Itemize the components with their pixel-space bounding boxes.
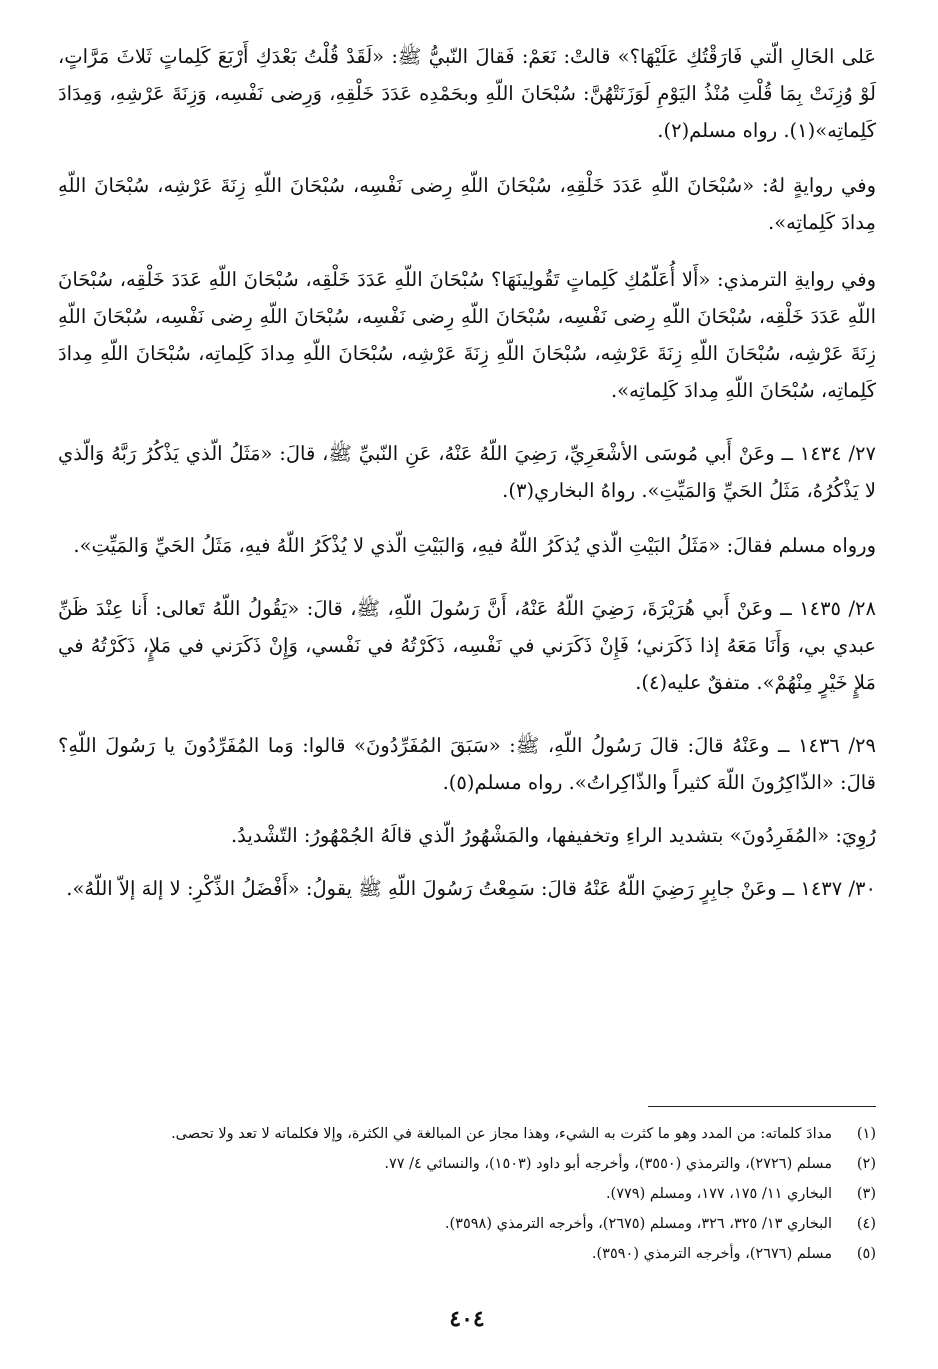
paragraph-mufarridun-note: رُوِيَ: «المُفَرِدُونَ» بتشديد الراءِ وتخفيفها، والمَشْهُورُ الّذي قالَهُ الجُمْهُورُ: التّشْديدُ.	[230, 824, 876, 847]
footnote-text: مسلم (٢٧٢٦)، والترمذي (٣٥٥٠)، وأخرجه أبو داود (١٥٠٣)، والنسائي ٤/ ٧٧.	[384, 1156, 832, 1172]
footnote-item	[58, 1122, 876, 1147]
footnote-text: مسلم (٢٦٧٦)، وأخرجه الترمذي (٣٥٩٠).	[591, 1246, 832, 1262]
footnotes	[58, 1122, 876, 1272]
footnote-text: مدادَ كلماته: من المدد وهو ما كثرت به الشيء، وهذا مجاز عن المبالغة في الكثرة، وإلا فكلماته لا تعد ولا تحصى.	[171, 1126, 832, 1142]
paragraph-hadith-continuation: عَلى الحَالِ الّتي فَارَقْتُكِ عَلَيْهَا؟» قالتْ: نَعَمْ: فَقالَ النّبيُّ ﷺ: «لَقَدْ قُلْتُ بَعْدَكِ أَرْبَعَ كَلِماتٍ ثَلاثَ مَرَّاتٍ، لَوْ وُزِنَتْ بِمَا قُلْتِ مُنْذُ اليَوْمِ لَوَزَنَتْهُنَّ: سُبْحَانَ اللّهِ وبحَمْدِه عَدَدَ خَلْقِهِ، وَرِضى نَفْسِه، وَزِنَةَ عَرْشِهِ، وَمِدَادَ كَلِماتِه»(١). رواه مسلم(٢).	[58, 45, 876, 142]
paragraph-tirmidhi-narration: وفي روايةِ الترمذي: «أَلا أُعَلّمُكِ كَلِماتٍ تَقُولِينَهَا؟ سُبْحَانَ اللّهِ عَدَدَ خَلْقِه، سُبْحَانَ اللّهِ عَدَدَ خَلْقِه، سُبْحَانَ اللّهِ عَدَدَ خَلْقِه، سُبْحَانَ اللّهِ رِضى نَفْسِه، سُبْحَانَ اللّهِ رِضى نَفْسِه، سُبْحَانَ اللّهِ رِضى نَفْسِه، سُبْحَانَ اللّهِ زِنَةَ عَرْشِه، سُبْحَانَ اللّهِ زِنَةَ عَرْشِه، سُبْحَانَ اللّهِ زِنَةَ عَرْشِه، سُبْحَانَ اللّهِ مِدادَ كَلِماتِه، سُبْحَانَ اللّهِ مِدادَ كَلِماتِه، سُبْحَانَ اللّهِ مِدادَ كَلِماتِه».	[58, 268, 876, 402]
footnote-item	[58, 1182, 876, 1207]
footnote-number: (٢)	[856, 1156, 876, 1172]
footnote-item	[58, 1212, 876, 1237]
page-number: ٤٠٤	[449, 1306, 485, 1332]
paragraph-hadith-1434: ٢٧/ ١٤٣٤ ــ وعَنْ أَبي مُوسَى الأشْعَرِيِّ، رَضِيَ اللّهُ عَنْهُ، عَنِ النّبيِّ ﷺ، قالَ: «مَثَلُ الّذي يَذْكُرُ رَبَّهُ وَالّذي لا يَذْكُرُهُ، مَثَلُ الحَيِّ وَالمَيِّتِ». رواهُ البخاري(٣).	[58, 442, 876, 502]
footnote-item	[58, 1242, 876, 1267]
paragraph-hadith-1435: ٢٨/ ١٤٣٥ ــ وعَنْ أَبي هُرَيْرَةَ، رَضِيَ اللّهُ عَنْهُ، أَنَّ رَسُولَ اللّهِ، ﷺ، قالَ: «يَقُولُ اللّهُ تَعالى: أَنا عِنْدَ ظَنِّ عبدي بي، وَأَنَا مَعَهُ إذا ذَكَرَني؛ فَإِنْ ذَكَرَني في نَفْسِه، ذَكَرْتُهُ في نَفْسي، وَإِنْ ذَكَرَني في مَلإٍ، ذَكَرْتُهُ في مَلإٍ خَيْرٍ مِنْهُمْ». متفقٌ عليه(٤).	[58, 597, 876, 694]
footnote-number: (٥)	[856, 1246, 876, 1262]
paragraph-hadith-1437: ٣٠/ ١٤٣٧ ــ وعَنْ جابِرٍ رَضِيَ اللّهُ عَنْهُ قالَ: سَمِعْتُ رَسُولَ اللّهِ ﷺ يقولُ: «أَفْضَلُ الذِّكْرِ: لا إلهَ إلاّ اللّهُ».	[66, 877, 876, 900]
paragraph-hadith-1436: ٢٩/ ١٤٣٦ ــ وعَنْهُ قالَ: قالَ رَسُولُ اللّهِ، ﷺ: «سَبَقَ المُفَرِّدُونَ» قالوا: وَما المُفَرِّدُونَ يا رَسُولَ اللّهِ؟ قالَ: «الذّاكِرُونَ اللّهَ كثيراً والذّاكِراتُ». رواه مسلم(٥).	[58, 734, 876, 794]
main-text	[58, 38, 876, 907]
book-page	[58, 38, 876, 1369]
footnote-number: (٤)	[856, 1216, 876, 1232]
footnote-number: (٣)	[856, 1186, 876, 1202]
footnote-item	[58, 1152, 876, 1177]
footnote-number: (١)	[856, 1126, 876, 1142]
footnote-text: البخاري ١٣/ ٣٢٥، ٣٢٦، ومسلم (٢٦٧٥)، وأخرجه الترمذي (٣٥٩٨).	[444, 1216, 832, 1232]
footnote-divider	[648, 1106, 876, 1107]
footnote-text: البخاري ١١/ ١٧٥، ١٧٧، ومسلم (٧٧٩).	[605, 1186, 832, 1202]
paragraph-muslim-version: ورواه مسلم فقالَ: «مَثَلُ البَيْتِ الّذي يُذكَرُ اللّهُ فيهِ، وَالبَيْتِ الّذي لا يُذْكَرُ اللّهُ فيهِ، مَثَلُ الحَيِّ وَالمَيِّتِ».	[73, 534, 876, 557]
paragraph-muslim-narration: وفي روايةٍ لهُ: «سُبْحَانَ اللّهِ عَدَدَ خَلْقِهِ، سُبْحَانَ اللّهِ رِضى نَفْسِه، سُبْحَانَ اللّهِ زِنَةَ عَرْشِه، سُبْحَانَ اللّهِ مِدادَ كَلِماتِه».	[58, 174, 876, 234]
